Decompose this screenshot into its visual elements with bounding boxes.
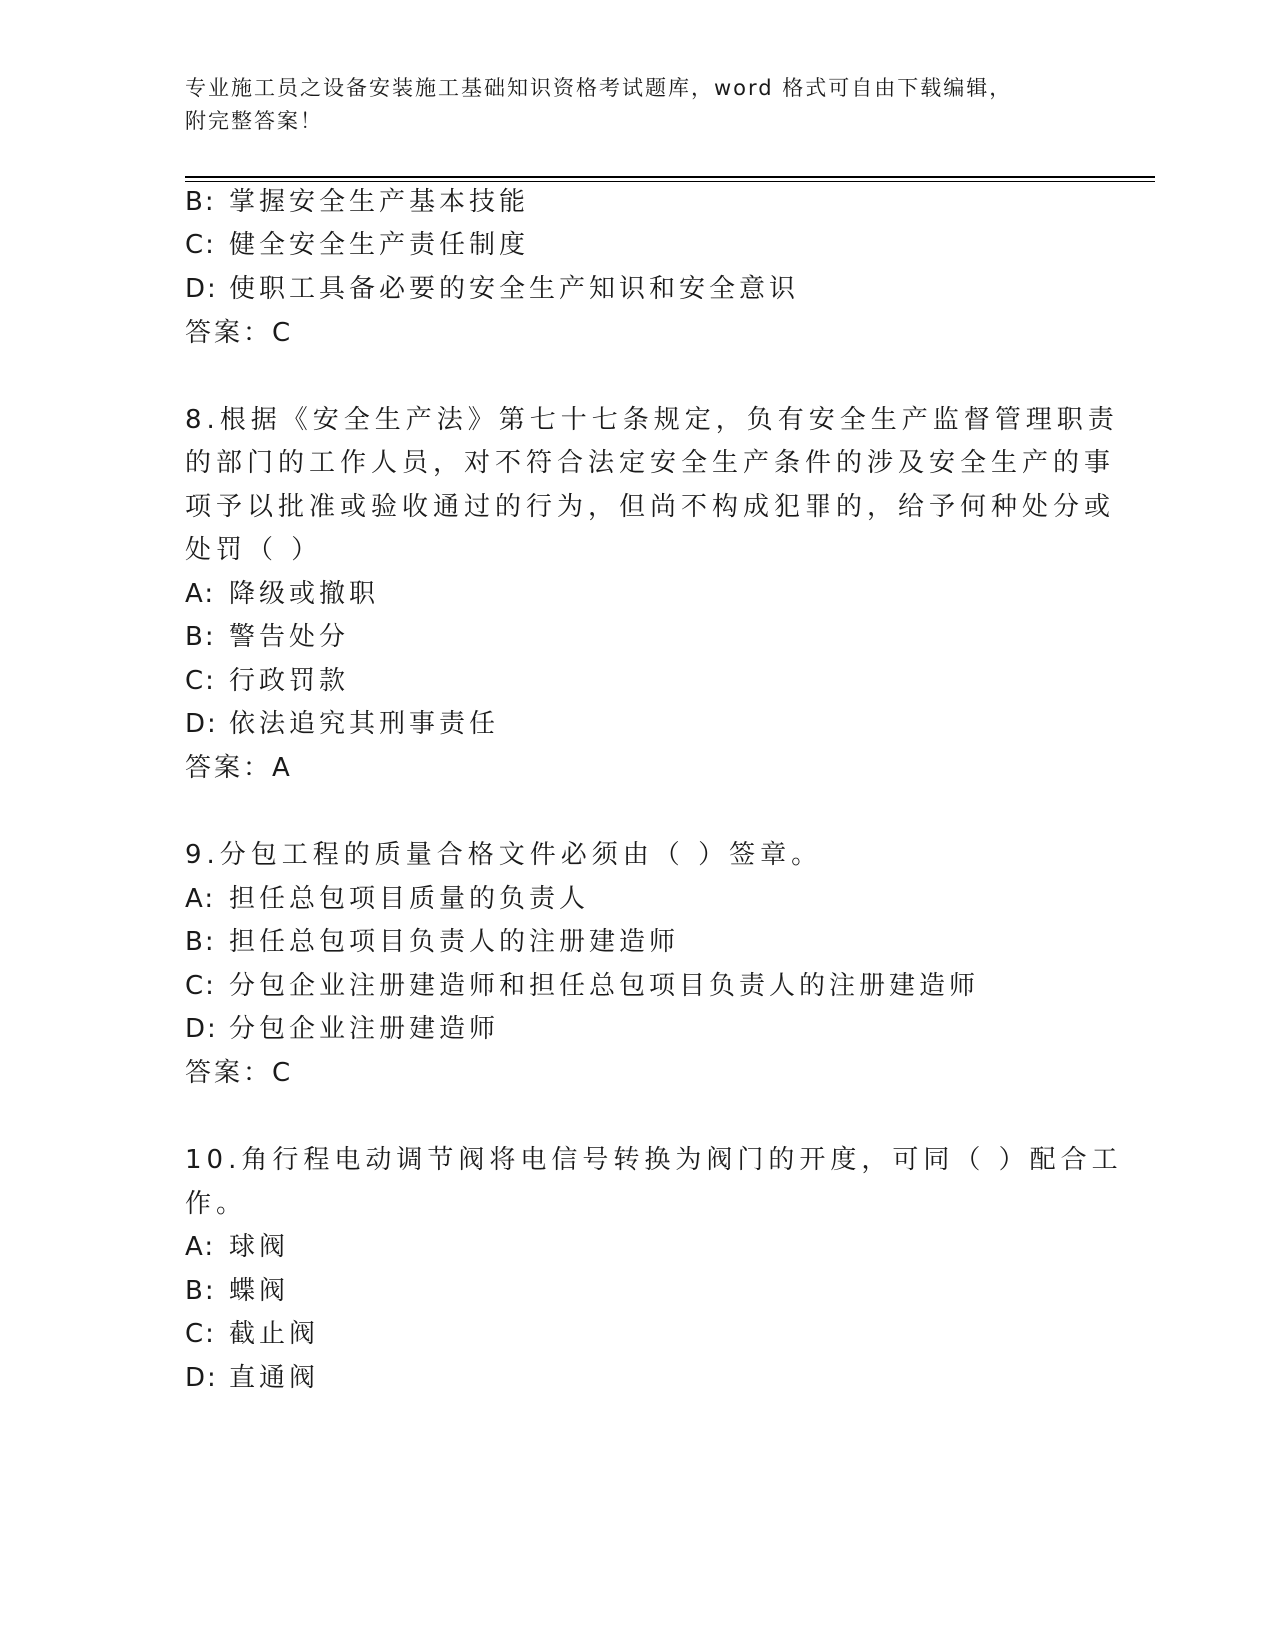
option-letter: C: bbox=[185, 1319, 216, 1349]
answer-line: 答案：A bbox=[185, 753, 293, 783]
option-letter: D: bbox=[185, 1014, 218, 1044]
option-a bbox=[185, 578, 379, 610]
option-d bbox=[185, 708, 499, 740]
header-divider-thin bbox=[185, 181, 1155, 182]
option-text: 降级或撤职 bbox=[229, 579, 380, 609]
option-letter: C: bbox=[185, 230, 216, 260]
option-a bbox=[185, 1231, 289, 1263]
option-b bbox=[185, 621, 349, 653]
option-letter: C: bbox=[185, 666, 216, 696]
option-text: 使职工具备必要的安全生产知识和安全意识 bbox=[229, 274, 800, 304]
option-text: 蝶阀 bbox=[229, 1276, 290, 1306]
option-text: 行政罚款 bbox=[229, 666, 350, 696]
option-letter: A: bbox=[185, 579, 216, 609]
answer-line: 答案：C bbox=[185, 318, 294, 348]
header-divider-thick bbox=[185, 176, 1155, 178]
option-c bbox=[185, 1318, 319, 1350]
option-text: 担任总包项目质量的负责人 bbox=[229, 884, 590, 914]
option-letter: D: bbox=[185, 274, 218, 304]
question-8-line-4: 处罚（ ） bbox=[185, 535, 323, 565]
option-d bbox=[185, 1013, 499, 1045]
option-c bbox=[185, 229, 529, 261]
option-d bbox=[185, 273, 799, 305]
option-letter: C: bbox=[185, 971, 216, 1001]
option-text: 球阀 bbox=[229, 1232, 290, 1262]
option-text: 截止阀 bbox=[229, 1319, 320, 1349]
option-c bbox=[185, 970, 979, 1002]
option-letter: D: bbox=[185, 1363, 218, 1393]
question-8-line-1: 8.根据《安全生产法》第七十七条规定，负有安全生产监督管理职责 bbox=[185, 405, 1119, 435]
option-text: 健全安全生产责任制度 bbox=[229, 230, 530, 260]
answer-line: 答案：C bbox=[185, 1058, 294, 1088]
option-letter: B: bbox=[185, 187, 216, 217]
question-8-line-3: 项予以批准或验收通过的行为，但尚不构成犯罪的，给予何种处分或 bbox=[185, 492, 1116, 522]
question-9-line-1: 9.分包工程的质量合格文件必须由（ ）签章。 bbox=[185, 840, 823, 870]
question-8-line-2: 的部门的工作人员，对不符合法定安全生产条件的涉及安全生产的事 bbox=[185, 448, 1116, 478]
option-b bbox=[185, 186, 529, 218]
option-text: 分包企业注册建造师和担任总包项目负责人的注册建造师 bbox=[229, 971, 980, 1001]
option-text: 直通阀 bbox=[229, 1363, 320, 1393]
option-b bbox=[185, 1275, 289, 1307]
option-text: 警告处分 bbox=[229, 622, 350, 652]
option-letter: A: bbox=[185, 1232, 216, 1262]
option-d bbox=[185, 1362, 319, 1394]
option-letter: B: bbox=[185, 1276, 216, 1306]
question-10-line-2: 作。 bbox=[185, 1189, 248, 1219]
option-c bbox=[185, 665, 349, 697]
option-a bbox=[185, 883, 589, 915]
option-letter: B: bbox=[185, 622, 216, 652]
option-b bbox=[185, 926, 679, 958]
option-letter: A: bbox=[185, 884, 216, 914]
header-line-2: 附完整答案！ bbox=[185, 109, 323, 133]
option-text: 担任总包项目负责人的注册建造师 bbox=[229, 927, 680, 957]
option-text: 掌握安全生产基本技能 bbox=[229, 187, 530, 217]
option-letter: B: bbox=[185, 927, 216, 957]
question-10-line-1: 10.角行程电动调节阀将电信号转换为阀门的开度，可同（ ）配合工 bbox=[185, 1145, 1123, 1175]
header-line-1: 专业施工员之设备安装施工基础知识资格考试题库，word 格式可自由下载编辑， bbox=[185, 76, 1013, 100]
option-text: 依法追究其刑事责任 bbox=[229, 709, 500, 739]
option-text: 分包企业注册建造师 bbox=[229, 1014, 500, 1044]
document-header bbox=[185, 72, 1085, 138]
option-letter: D: bbox=[185, 709, 218, 739]
